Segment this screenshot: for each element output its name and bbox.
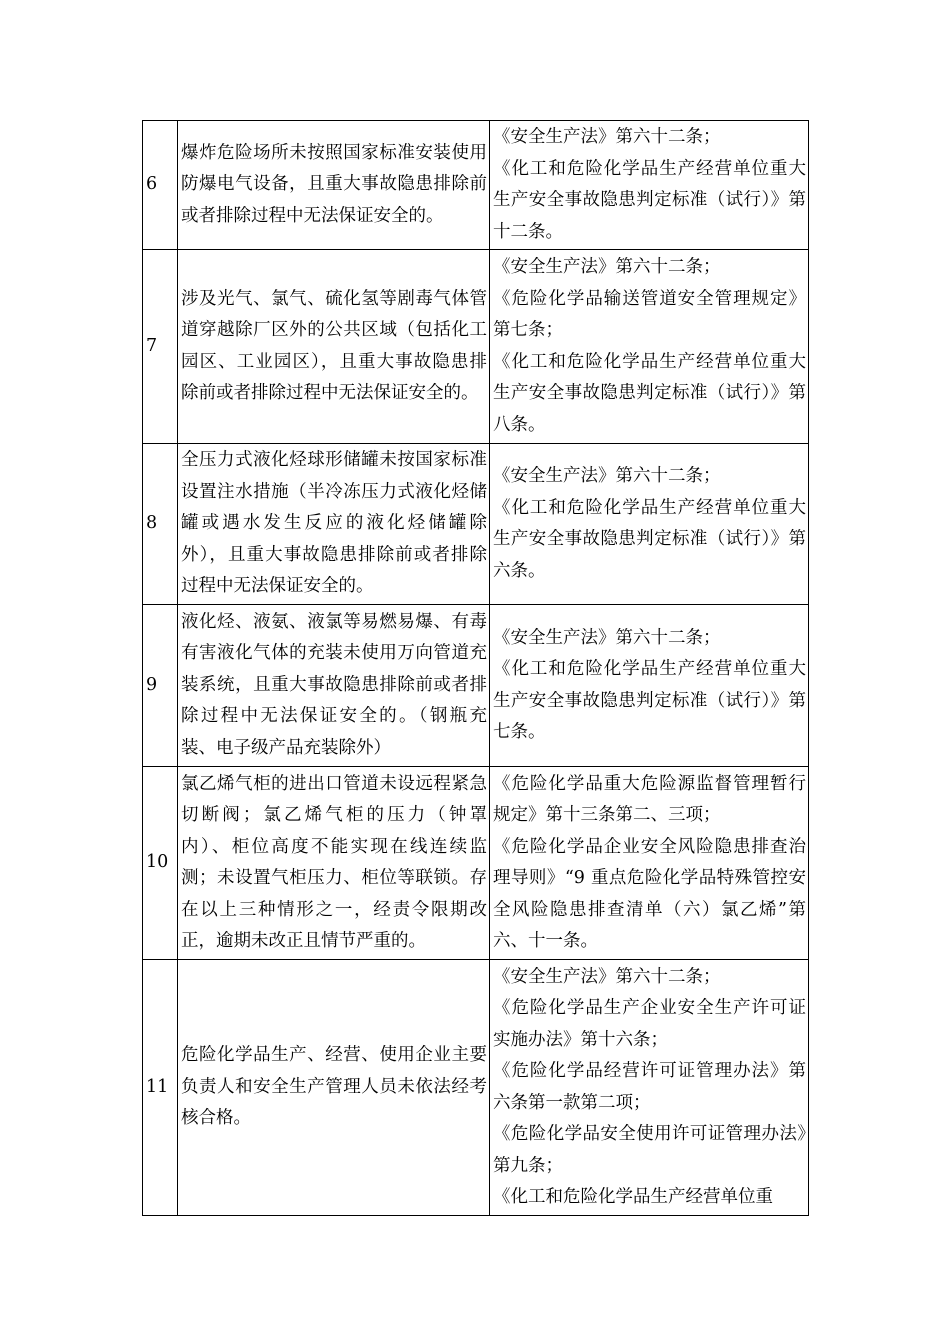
basis-line: 《安全生产法》第六十二条； <box>493 257 721 277</box>
legal-basis <box>490 960 809 1216</box>
row-number: 7 <box>143 250 178 444</box>
row-number: 6 <box>143 121 178 250</box>
hazard-description: 液化烃、液氨、液氯等易燃易爆、有毒有害液化气体的充装未使用万向管道充装系统，且重大事故隐患排除前或者排除过程中无法保证安全的。（钢瓶充装、电子级产品充装除外） <box>178 605 490 767</box>
table-row <box>143 605 809 767</box>
basis-line: 《化工和危险化学品生产经营单位重大生产安全事故隐患判定标准（试行）》第七条。 <box>493 659 806 742</box>
table-row <box>143 250 809 444</box>
hazard-description: 全压力式液化烃球形储罐未按国家标准设置注水措施（半冷冻压力式液化烃储罐或遇水发生反应的液化烃储罐除外），且重大事故隐患排除前或者排除过程中无法保证安全的。 <box>178 444 490 605</box>
table-row <box>143 121 809 250</box>
basis-line: 《危险化学品安全使用许可证管理办法》第九条； <box>493 1124 806 1176</box>
legal-basis <box>490 250 809 444</box>
table-row <box>143 767 809 960</box>
basis-line: 《危险化学品重大危险源监督管理暂行规定》第十三条第二、三项； <box>493 773 806 825</box>
table-row <box>143 960 809 1216</box>
legal-basis <box>490 444 809 605</box>
basis-line: 《危险化学品经营许可证管理办法》第六条第一款第二项； <box>493 1061 806 1113</box>
basis-line: 《化工和危险化学品生产经营单位重 <box>493 1187 773 1207</box>
basis-line: 《安全生产法》第六十二条； <box>493 627 721 648</box>
hazard-description: 危险化学品生产、经营、使用企业主要负责人和安全生产管理人员未依法经考核合格。 <box>178 960 490 1216</box>
row-number: 8 <box>143 444 178 605</box>
legal-basis <box>490 767 809 960</box>
basis-line: 《危险化学品生产企业安全生产许可证实施办法》第十六条； <box>493 998 806 1050</box>
hazard-description: 氯乙烯气柜的进出口管道未设远程紧急切断阀；氯乙烯气柜的压力（钟罩内）、柜位高度不能实现在线连续监测；未设置气柜压力、柜位等联锁。存在以上三种情形之一，经责令限期改正，逾期未改正且情节严重的。 <box>178 767 490 960</box>
row-number: 9 <box>143 605 178 767</box>
basis-line: 《危险化学品输送管道安全管理规定》第七条； <box>493 288 806 340</box>
basis-line: 《安全生产法》第六十二条； <box>493 466 721 486</box>
table-row <box>143 444 809 605</box>
row-number: 10 <box>143 767 178 960</box>
basis-line: 《危险化学品企业安全风险隐患排查治理导则》“9 重点危险化学品特殊管控安全风险隐患排查清单（六）氯乙烯”第六、十一条。 <box>493 836 806 951</box>
legal-basis <box>490 121 809 250</box>
basis-line: 《化工和危险化学品生产经营单位重大生产安全事故隐患判定标准（试行）》第六条。 <box>493 497 806 581</box>
hazard-table <box>142 120 809 1216</box>
row-number: 11 <box>143 960 178 1216</box>
hazard-description: 爆炸危险场所未按照国家标准安装使用防爆电气设备，且重大事故隐患排除前或者排除过程中无法保证安全的。 <box>178 121 490 250</box>
basis-line: 《化工和危险化学品生产经营单位重大生产安全事故隐患判定标准（试行）》第十二条。 <box>493 158 806 242</box>
legal-basis <box>490 605 809 767</box>
basis-line: 《安全生产法》第六十二条； <box>493 127 721 147</box>
basis-line: 《化工和危险化学品生产经营单位重大生产安全事故隐患判定标准（试行）》第八条。 <box>493 351 806 435</box>
basis-line: 《安全生产法》第六十二条； <box>493 966 721 987</box>
hazard-description: 涉及光气、氯气、硫化氢等剧毒气体管道穿越除厂区外的公共区域（包括化工园区、工业园区），且重大事故隐患排除前或者排除过程中无法保证安全的。 <box>178 250 490 444</box>
